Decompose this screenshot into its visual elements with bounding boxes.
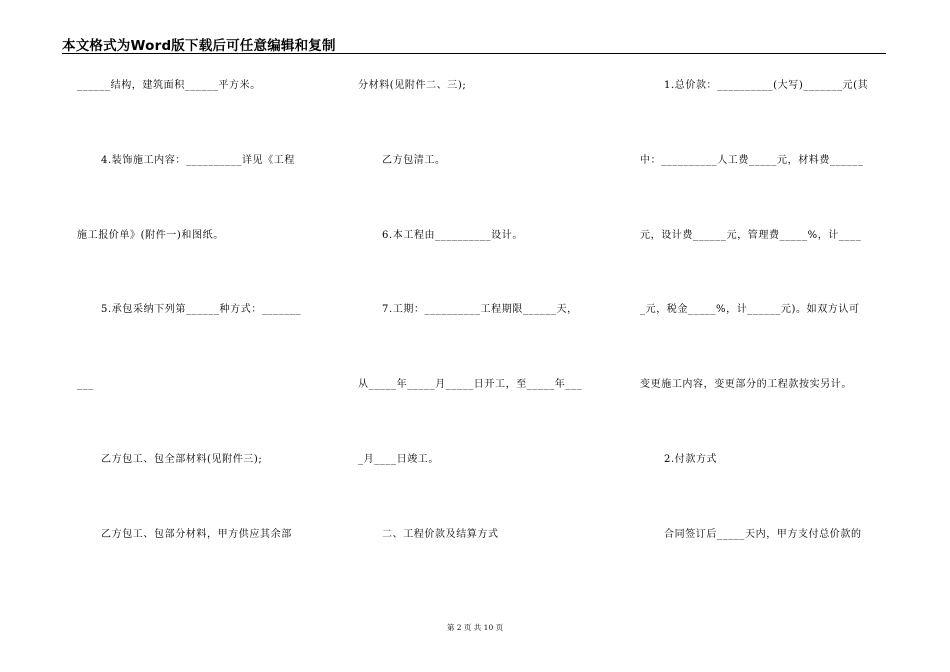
text-line: 施工报价单》(附件一)和图纸。 <box>77 230 224 241</box>
text-line: 7.工期：__________工程期限______天， <box>382 304 578 315</box>
text-line: 乙方包工、包全部材料(见附件三); <box>101 454 263 465</box>
text-line: ______结构，建筑面积______平方米。 <box>77 80 261 91</box>
section-heading: 二、工程价款及结算方式 <box>382 529 499 540</box>
text-line: _元，税金_____%，计______元)。如双方认可 <box>640 304 860 315</box>
text-line: 变更施工内容，变更部分的工程款按实另计。 <box>640 379 852 390</box>
text-line: 合同签订后_____天内，甲方支付总价款的 <box>664 529 862 540</box>
text-line: 乙方包清工。 <box>382 155 446 166</box>
text-line: _月____日竣工。 <box>358 454 439 465</box>
text-line: 元，设计费______元，管理费_____%，计____ <box>640 230 862 241</box>
page-number-footer: 第 2 页 共 10 页 <box>446 623 504 632</box>
text-line: 分材料(见附件二、三); <box>358 80 467 91</box>
text-line: 5.承包采纳下列第______种方式：_______ <box>101 304 302 315</box>
text-line: 6.本工程由__________设计。 <box>382 230 523 241</box>
text-column-2 <box>358 0 608 672</box>
text-column-1 <box>77 0 322 672</box>
text-line: ___ <box>77 379 94 390</box>
text-line: 乙方包工、包部分材料，甲方供应其余部 <box>101 529 292 540</box>
text-column-3 <box>640 0 888 672</box>
text-line: 2.付款方式 <box>664 454 718 465</box>
text-line: 从_____年_____月_____日开工，至_____年___ <box>358 379 583 390</box>
text-line: 中：__________人工费_____元，材料费______ <box>640 155 864 166</box>
text-line: 1.总价款：__________(大写)_______元(其 <box>664 80 869 91</box>
document-header-title: 本文格式为Word版下载后可任意编辑和复制 <box>62 38 336 54</box>
text-line: 4.装饰施工内容：__________详见《工程 <box>101 155 295 166</box>
